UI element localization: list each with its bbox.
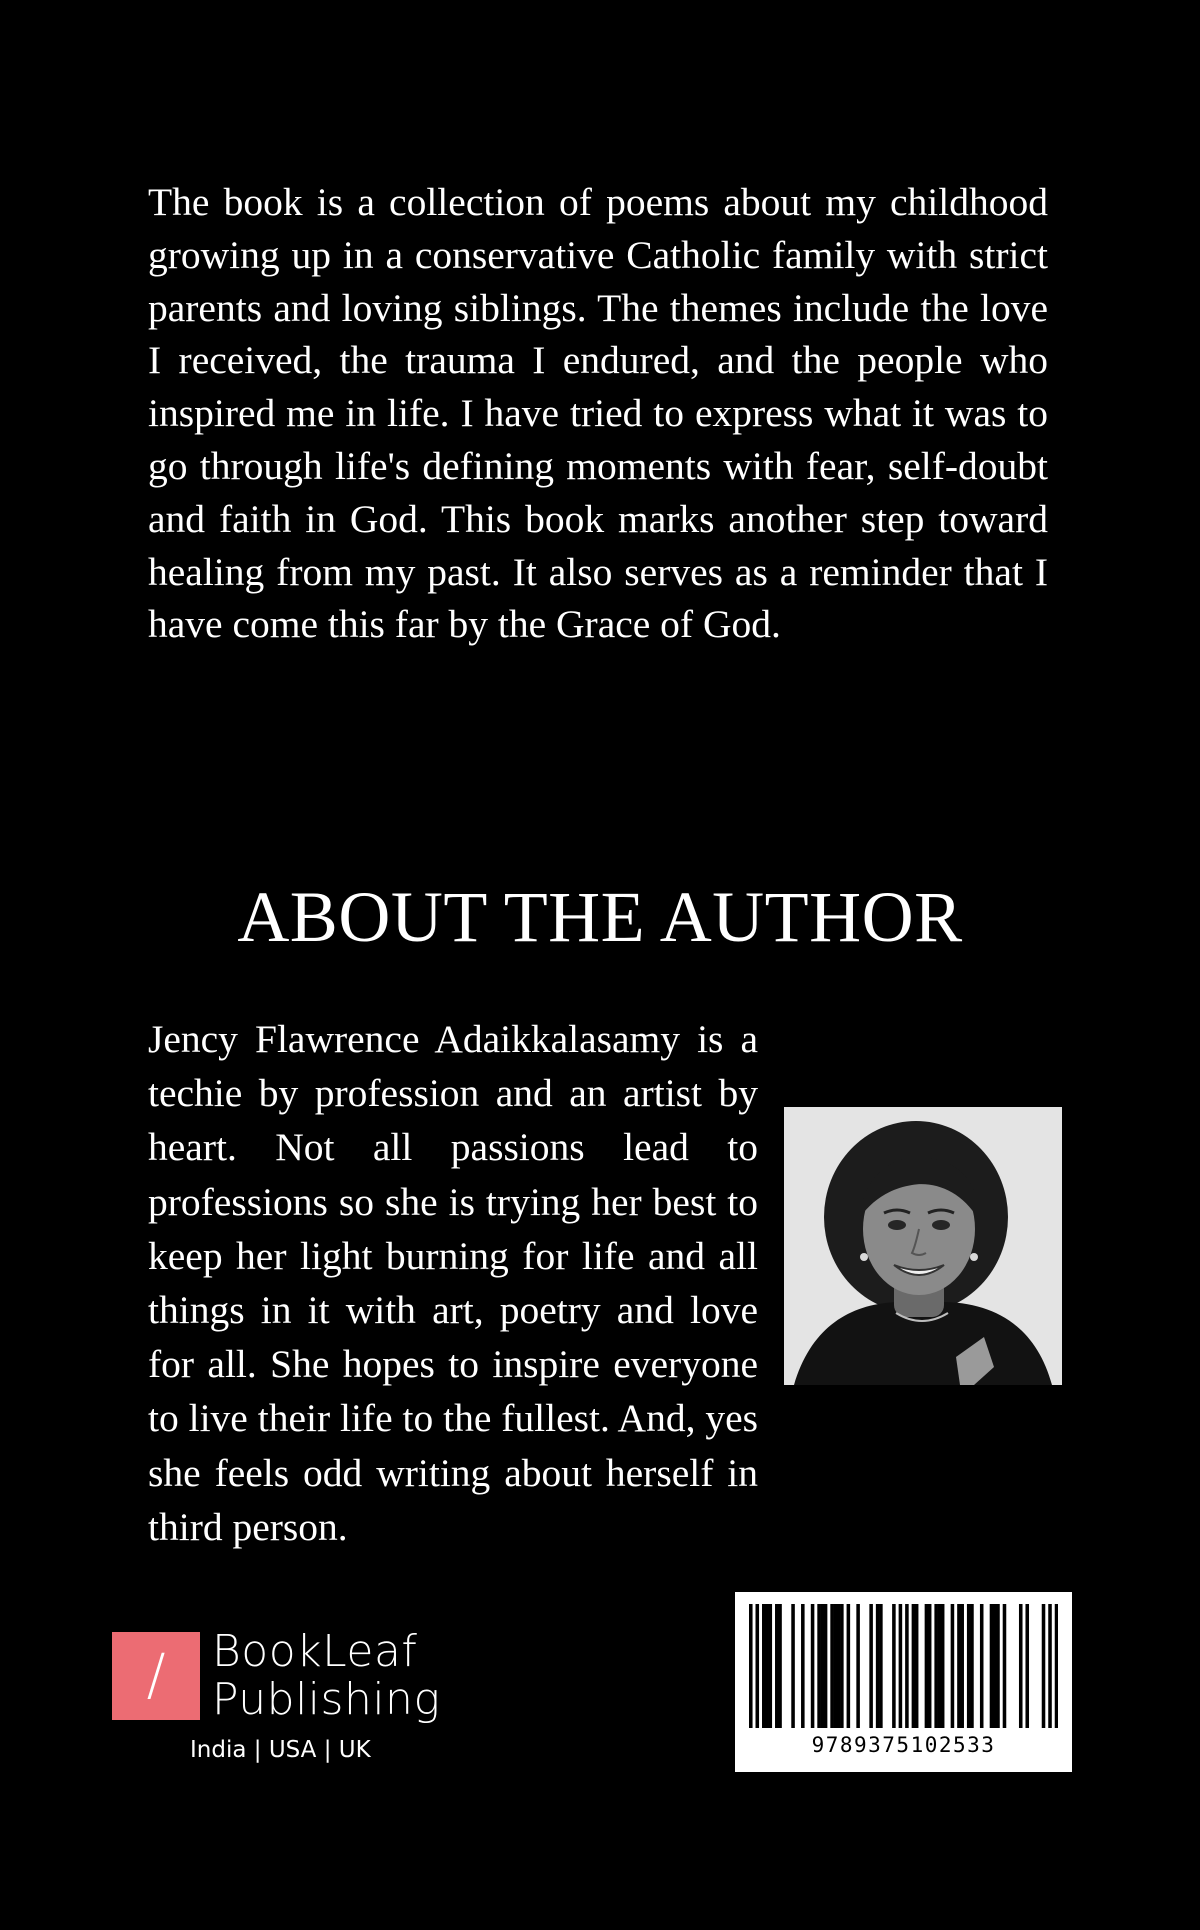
publisher-logo xyxy=(112,1628,452,1768)
barcode-bar xyxy=(778,1604,782,1728)
barcode-bar xyxy=(934,1604,938,1728)
isbn-barcode xyxy=(735,1592,1072,1772)
barcode-bar xyxy=(1003,1604,1007,1728)
barcode-bar xyxy=(817,1604,821,1728)
barcode-bar xyxy=(879,1604,883,1728)
barcode-bar xyxy=(967,1604,971,1728)
barcode-bar xyxy=(980,1604,984,1728)
barcode-bar xyxy=(928,1604,932,1728)
barcode-bar xyxy=(756,1604,760,1728)
barcode-bar xyxy=(762,1604,766,1728)
about-the-author-heading: ABOUT THE AUTHOR xyxy=(237,877,963,957)
barcode-bar xyxy=(811,1604,815,1728)
barcode-bar xyxy=(912,1604,916,1728)
barcode-bar xyxy=(951,1604,955,1728)
barcode-bar xyxy=(801,1604,805,1728)
author-bio: Jency Flawrence Adaikkalasamy is a techie by profession and an artist by heart. Not all passions lead to professions so she is trying her best to keep her light burning for life and all things in it with art, poetry and love for all. She hopes to inspire everyone to live their life to the fullest. And, yes she feels odd writing about herself in third person. xyxy=(148,1017,758,1549)
barcode-bar xyxy=(993,1604,997,1728)
barcode-bar xyxy=(824,1604,828,1728)
barcode-bar xyxy=(876,1604,880,1728)
barcode-bar xyxy=(899,1604,903,1728)
bookleaf-logo-icon xyxy=(112,1632,200,1720)
barcode-bar xyxy=(830,1604,834,1728)
barcode-bar xyxy=(892,1604,896,1728)
barcode-bar xyxy=(1055,1604,1058,1728)
barcode-bar xyxy=(821,1604,825,1728)
barcode-bar xyxy=(925,1604,929,1728)
barcode-bar xyxy=(837,1604,841,1728)
barcode-bar xyxy=(938,1604,942,1728)
barcode-bar xyxy=(1025,1604,1029,1728)
barcode-bar xyxy=(775,1604,779,1728)
barcode-bar xyxy=(791,1604,795,1728)
publisher-regions: India | USA | UK xyxy=(190,1737,371,1763)
barcode-bar xyxy=(856,1604,860,1728)
publisher-name-line1: BookLeaf xyxy=(212,1626,418,1677)
barcode-bar xyxy=(840,1604,844,1728)
barcode-bar xyxy=(765,1604,769,1728)
barcode-bar xyxy=(905,1604,909,1728)
barcode-bar xyxy=(970,1604,974,1728)
barcode-bar xyxy=(749,1604,753,1728)
barcode-bar xyxy=(1042,1604,1046,1728)
barcode-bar xyxy=(957,1604,961,1728)
barcode-bar xyxy=(834,1604,838,1728)
publisher-name-line2: Publishing xyxy=(212,1674,441,1725)
barcode-bar xyxy=(996,1604,1000,1728)
barcode-bar xyxy=(990,1604,994,1728)
barcode-bar xyxy=(869,1604,873,1728)
barcode-bar xyxy=(915,1604,919,1728)
barcode-icon xyxy=(749,1604,1058,1728)
book-blurb: The book is a collection of poems about my childhood growing up in a conservative Catholic family with strict parents and loving siblings. The themes include the love I received, the trauma I endured, and the people who inspired me in life. I have tried to express what it was to go through life's defining moments with fear, self-doubt and faith in God. This book marks another step toward healing from my past. It also serves as a reminder that I have come this far by the Grace of God. xyxy=(148,180,1048,647)
barcode-bar xyxy=(769,1604,773,1728)
barcode-bar xyxy=(1019,1604,1023,1728)
isbn-number: 9789375102533 xyxy=(811,1733,996,1757)
publisher-name xyxy=(212,1628,440,1724)
barcode-bar xyxy=(847,1604,851,1728)
logo-slash: / xyxy=(146,1643,166,1708)
barcode-bar xyxy=(960,1604,964,1728)
barcode-bar xyxy=(1048,1604,1052,1728)
author-photo xyxy=(784,1107,1062,1385)
barcode-bar xyxy=(941,1604,945,1728)
